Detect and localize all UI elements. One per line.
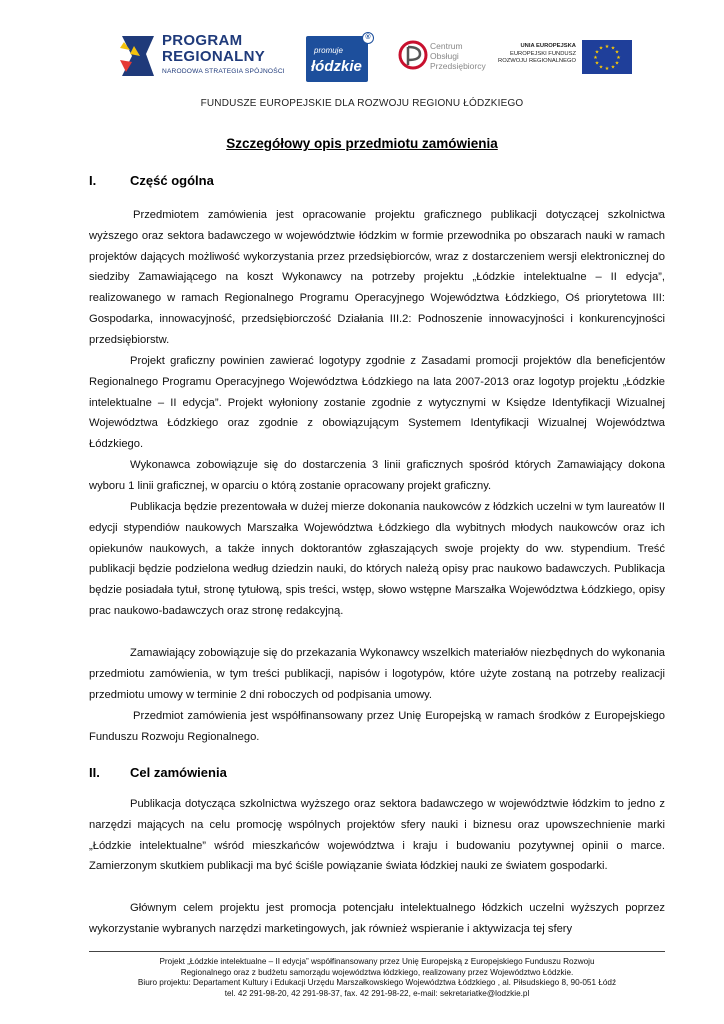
- footer-divider: [89, 951, 665, 952]
- cop-line2: Obsługi: [430, 51, 459, 61]
- fund-line: FUNDUSZE EUROPEJSKIE DLA ROZWOJU REGIONU ŁÓDZKIEGO: [200, 98, 524, 109]
- promuje-lodzkie-logo: [306, 32, 372, 84]
- document-title: Szczegółowy opis przedmiotu zamówienia: [226, 136, 498, 151]
- svg-text:★: ★: [616, 55, 621, 61]
- svg-text:★: ★: [598, 64, 604, 71]
- svg-text:★: ★: [610, 45, 616, 52]
- promuje-text: promuje: [314, 46, 343, 55]
- cop-line1: Centrum: [430, 41, 463, 51]
- page-footer: [89, 957, 665, 999]
- footer-line1: Projekt „Łódzkie intelektualne – II edycja” współfinansowany przez Unię Europejską z Europejskiego Funduszu Rozwoju: [159, 957, 595, 966]
- promuje-lodzkie-box: [306, 36, 368, 82]
- svg-text:★: ★: [610, 64, 616, 71]
- header-logos: [0, 20, 724, 90]
- svg-text:★: ★: [593, 55, 598, 61]
- section1-title: Część ogólna: [130, 173, 214, 188]
- program-logo-line2: REGIONALNY: [162, 48, 266, 65]
- cop-emblem-icon: [398, 38, 428, 72]
- lodzkie-text: łódzkie: [311, 58, 362, 75]
- section2-paragraph-2: Głównym celem projektu jest promocja potencjału intelektualnego łódzkich uczelni wyższych poprzez wykorzystanie wybranych narzędzi marketingowych, jak również wspieranie i aktywizacja tej sfery: [89, 902, 665, 935]
- svg-text:★: ★: [594, 49, 600, 56]
- footer-line3: Biuro projektu: Departament Kultury i Edukacji Urzędu Marszałkowskiego Województwa Łódzkiego , al. Piłsudskiego 8, 90-051 Łódź: [137, 978, 617, 988]
- footer-line4: tel. 42 291-98-20, 42 291-98-37, fax. 42 291-98-22, e-mail: sekretariatke@lodzkie.pl: [224, 988, 530, 998]
- program-star-icon: [118, 32, 158, 82]
- svg-text:★: ★: [598, 45, 604, 52]
- section1-paragraph-3: Wykonawca zobowiązuje się do dostarczenia 3 linii graficznych spośród których Zamawiający dokona wyboru 1 linii graficznej, w oparciu o którą zostanie opracowany projekt graficzny.: [89, 459, 665, 492]
- program-regionalny-logo: [118, 30, 308, 88]
- section1-paragraph-2: Projekt graficzny powinien zawierać logotypy zgodnie z Zasadami promocji projektów dla beneficjentów Regionalnego Programu Operacyjnego Województwa Łódzkiego na lata 2007-2013 oraz logotyp projektu „Łódzkie intelektualne – II edycja”. Projekt wyłoniony zostanie zgodnie z wytycznymi w Księdze Identyfikacji Wizualnej Województwa Łódzkiego oraz zgodnie z obowiązującym Systemem Identyfikacji Wizualnej Województwa Łódzkiego.: [89, 355, 665, 451]
- svg-text:★: ★: [594, 60, 600, 67]
- eu-line1: UNIA EUROPEJSKA: [520, 43, 576, 49]
- eu-line3: ROZWOJU REGIONALNEGO: [498, 58, 576, 64]
- registered-mark-icon: ®: [362, 32, 374, 44]
- section1-paragraph-1: Przedmiotem zamówienia jest opracowanie projektu graficznego publikacji dotyczącej szkolnictwa wyższego oraz sektora badawczego w województwie łódzkim w formie przewodnika po obszarach nauki w ramach projektów dających możliwość wykorzystania przez przedsiębiorców, wraz z dostarczeniem wersji elektronicznej do siedziby Zamawiającego na koszt Wykonawcy na potrzeby projektu „Łódzkie intelektualne – II edycja”, realizowanego w ramach Regionalnego Programu Operacyjnego Województwa Łódzkiego, Oś priorytetowa III: Gospodarka, innowacyjność, przedsiębiorczość Działania III.2: Podnoszenie innowacyjności i konkurencyjności przedsiębiorstw.: [89, 209, 665, 346]
- unia-europejska-logo: [498, 38, 632, 78]
- section2-heading: [89, 765, 227, 780]
- svg-text:★: ★: [604, 44, 610, 50]
- section1-paragraph-5: Zamawiający zobowiązuje się do przekazania Wykonawcy wszelkich materiałów niezbędnych do wykonania przedmiotu zamówienia, w tym treści publikacji, napisów i logotypów, które użyte zostaną na potrzeby realizacji przedmiotu umowy w terminie 2 dni roboczych od podpisania umowy.: [89, 647, 665, 701]
- program-logo-line3: NARODOWA STRATEGIA SPÓJNOŚCI: [162, 68, 285, 75]
- svg-text:★: ★: [614, 60, 620, 67]
- section1-heading: [89, 173, 214, 188]
- eu-flag-icon: [582, 40, 632, 74]
- svg-text:★: ★: [604, 66, 610, 72]
- section2-title: Cel zamówienia: [130, 765, 227, 780]
- section2-paragraph-1: Publikacja dotycząca szkolnictwa wyższego oraz sektora badawczego w województwie łódzkim to jedno z narzędzi mających na celu promocję wspólnych projektów sfery nauki i biznesu oraz upowszechnienie marki „Łódzkie intelektualne” wśród mieszkańców województwa i kraju i budowaniu pozytywnej opinii o marce. Zamierzonym skutkiem publikacji ma być ściśle powiązanie świata łódzkiej nauki ze światem gospodarki.: [89, 798, 665, 873]
- program-logo-line1: PROGRAM: [162, 32, 243, 49]
- eu-line2: EUROPEJSKI FUNDUSZ: [509, 51, 576, 57]
- section2-number: II.: [89, 765, 100, 780]
- footer-line2: Regionalnego oraz z budżetu samorządu województwa łódzkiego, realizowany przez Województwo Łódzkie.: [180, 967, 574, 977]
- section1-number: I.: [89, 173, 97, 188]
- centrum-obslugi-logo: [398, 38, 508, 82]
- section1-paragraph-4: Publikacja będzie prezentowała w dużej mierze dokonania naukowców z łódzkich uczelni w tym laureatów II edycji stypendiów naukowych Marszałka Województwa Łódzkiego dla wybitnych młodych naukowców oraz ich opiekunów naukowych, a także innych doktorantów zgłaszających swoje projekty do ww. stypendium. Treść publikacji będzie podzielona według dziedzin nauki, do których należą opisy prac naukowo badawczych. Publikacja będzie posiadała tytuł, stronę tytułową, spis treści, wstęp, słowo wstępne Marszałka Województwa Łódzkiego, opisy prac naukowo-badawczych oraz stronę redakcyjną.: [89, 501, 665, 617]
- section1-paragraph-6: Przedmiot zamówienia jest współfinansowany przez Unię Europejską w ramach środków z Europejskiego Funduszu Rozwoju Regionalnego.: [89, 710, 665, 743]
- cop-line3: Przedsiębiorcy: [430, 61, 486, 71]
- svg-text:★: ★: [614, 49, 620, 56]
